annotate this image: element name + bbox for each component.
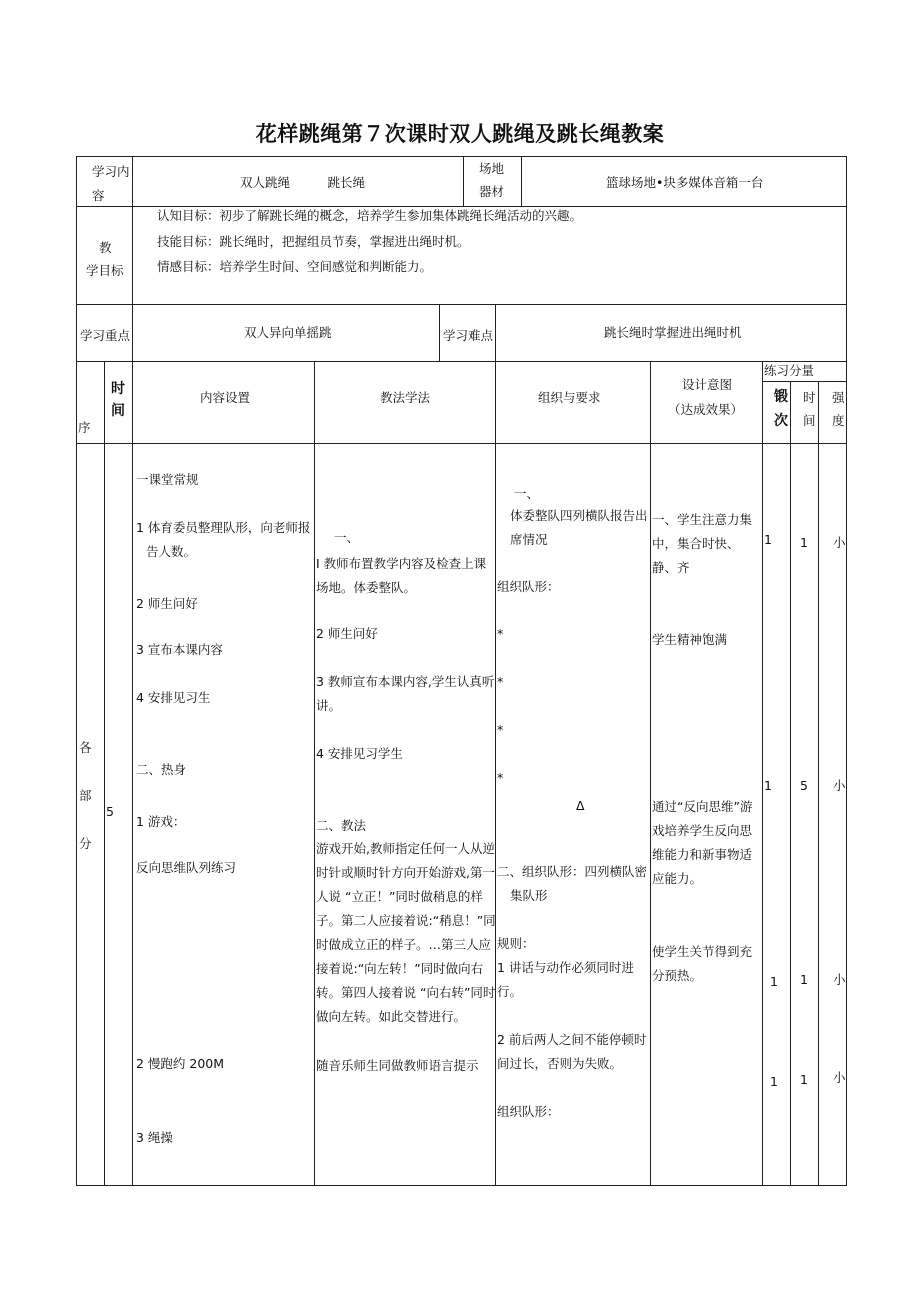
col-divider-venue-right [521, 156, 522, 206]
col-divider-method [495, 361, 496, 1186]
col-divider-time [132, 361, 133, 1186]
design-2: 学生精神饱满 [652, 632, 728, 647]
content-routine-1a: 1 体育委员整理队形，向老师报 [136, 520, 311, 535]
part-label-1: 各 [79, 740, 92, 755]
row1-count: 1 [764, 532, 772, 547]
method-1: 一、 [334, 530, 360, 545]
content-routine-3: 3 宣布本课内容 [136, 642, 223, 657]
col-duration-1: 时 [803, 390, 816, 405]
col-intensity-1: 强 [832, 390, 845, 405]
org-rule-2b: 间过长，否则为失败。 [497, 1056, 623, 1071]
org-rules: 规则： [497, 936, 535, 951]
design-4: 使学生关节得到充分预热。 [652, 944, 753, 983]
content-routine: 一课堂常规 [136, 472, 199, 487]
design-1: 一、学生注意力集中，集合时快、静、齐 [652, 512, 753, 575]
org-1b: 席情况 [510, 532, 548, 547]
col-intensity-2: 度 [832, 413, 845, 428]
content-jog: 2 慢跑约 200M [136, 1056, 225, 1071]
col-design-2: （达成效果） [668, 402, 744, 417]
org-2b: 集队形 [510, 888, 548, 903]
col-divider-count [790, 381, 791, 1186]
row-divider-4 [76, 443, 847, 444]
content-routine-2: 2 师生问好 [136, 596, 198, 611]
row3-intensity: 小 [833, 972, 846, 987]
content-rope-exercise: 3 绳操 [136, 1130, 173, 1145]
row3-count: 1 [770, 974, 778, 989]
row4-time: 1 [800, 1072, 808, 1087]
col-divider-org [650, 361, 651, 1186]
content-routine-1b: 告人数。 [146, 544, 197, 559]
page-title: 花样跳绳第７次课时双人跳绳及跳长绳教案 [255, 122, 665, 146]
content-value: 双人跳绳 跳长绳 [240, 175, 366, 190]
method-4: 4 安排见习学生 [316, 746, 403, 761]
formation-star-1: * [497, 626, 504, 641]
method-1a: I 教师布置教学内容及检查上课 [316, 556, 487, 571]
org-rule-1a: 1 讲话与动作必须同时进 [497, 960, 634, 975]
row4-count: 1 [770, 1074, 778, 1089]
method-1b: 场地。体委整队。 [316, 580, 417, 595]
method-3b: 讲。 [316, 698, 342, 713]
col-divider-key [132, 304, 133, 361]
content-game-name: 反向思维队列练习 [136, 860, 237, 875]
diff-value: 跳长绳时掌握进出绳时机 [604, 325, 742, 340]
org-rule-1b: 行。 [497, 984, 523, 999]
row2-count: 1 [764, 778, 772, 793]
row4-intensity: 小 [833, 1070, 846, 1085]
col-count-1: 锻 [774, 389, 788, 405]
col-divider-label [132, 156, 133, 305]
col-content: 内容设置 [200, 390, 251, 405]
part-label-2: 部 [79, 788, 92, 803]
content-warmup: 二、热身 [136, 762, 187, 777]
col-method: 教法学法 [380, 390, 431, 405]
col-duration-2: 间 [803, 413, 816, 428]
col-divider-diff-right [495, 304, 496, 361]
org-formation-1: 组织队形： [497, 579, 560, 594]
goal-skill: 技能目标：跳长绳时，把握组员节奏，掌握进出绳时机。 [157, 234, 470, 249]
formation-teacher-mark: Δ [576, 798, 585, 813]
col-divider-diff-left [439, 304, 440, 361]
row-divider-3 [76, 361, 847, 362]
content-label-2: 容 [92, 188, 105, 203]
row3-time: 1 [800, 972, 808, 987]
goal-cognitive: 认知目标：初步了解跳长绳的概念，培养学生参加集体跳绳长绳活动的兴趣。 [157, 208, 583, 223]
row1-time: 1 [800, 535, 808, 550]
formation-star-3: * [497, 722, 504, 737]
row1-intensity: 小 [833, 535, 846, 550]
key-value: 双人异向单摇跳 [244, 325, 332, 340]
part-time: 5 [106, 804, 114, 819]
col-divider-design [762, 361, 763, 1186]
col-design-1: 设计意图 [682, 377, 733, 392]
content-routine-4: 4 安排见习生 [136, 690, 211, 705]
row-divider-2 [76, 304, 847, 305]
org-formation-2: 组织队形： [497, 1104, 560, 1119]
key-label: 学习重点 [80, 328, 131, 343]
goal-emotion: 情感目标：培养学生时间、空间感觉和判断能力。 [157, 259, 433, 274]
org-2a: 二、组织队形：四列横队密 [497, 864, 648, 879]
row2-time: 5 [800, 778, 808, 793]
method-game-rules: 游戏开始,教师指定任何一人从逆时针或顺时针方向开始游戏,第一人说 “立正！”同时做稍息的样子。第二人应接着说:“稍息！”同时做成立正的样子。…第三人应接着说:“向左转！”同时做向右转。第四人接着说 “向右转”同时做向左转。如此交替进行。 [316, 841, 496, 1024]
goals-label-2: 学目标 [86, 263, 124, 278]
venue-label-2: 器材 [479, 184, 505, 199]
col-divider-venue-left [463, 156, 464, 206]
method-music: 随音乐师生同做教师语言提示 [316, 1058, 479, 1073]
formation-star-2: * [497, 674, 504, 689]
org-1: 一、 [514, 486, 540, 501]
method-teaching: 二、教法 [316, 818, 367, 833]
row2-intensity: 小 [833, 778, 846, 793]
goals-label-1: 教 [99, 240, 112, 255]
content-game: 1 游戏： [136, 814, 186, 829]
col-seq: 序 [78, 420, 91, 435]
method-2: 2 师生问好 [316, 626, 378, 641]
col-org: 组织与要求 [538, 390, 601, 405]
col-count-2: 次 [774, 413, 788, 429]
org-rule-2a: 2 前后两人之间不能停顿时 [497, 1032, 647, 1047]
venue-value: 篮球场地•块多媒体音箱一台 [606, 175, 764, 190]
col-divider-seq [104, 361, 105, 1186]
venue-label-1: 场地 [479, 161, 505, 176]
org-1a: 体委整队四列横队报告出 [510, 508, 648, 523]
diff-label: 学习难点 [443, 328, 494, 343]
col-time-1: 时 [111, 381, 125, 397]
content-label-1: 学习内 [92, 164, 130, 179]
design-3: 通过“反向思维”游戏培养学生反向思维能力和新事物适应能力。 [652, 799, 753, 886]
col-divider-content [314, 361, 315, 1186]
part-label-3: 分 [79, 836, 92, 851]
formation-star-4: * [497, 770, 504, 785]
col-divider-duration [818, 381, 819, 1186]
method-3a: 3 教师宣布本课内容,学生认真听 [316, 674, 495, 689]
col-time-2: 间 [111, 403, 125, 419]
col-practice: 练习分量 [764, 363, 815, 378]
